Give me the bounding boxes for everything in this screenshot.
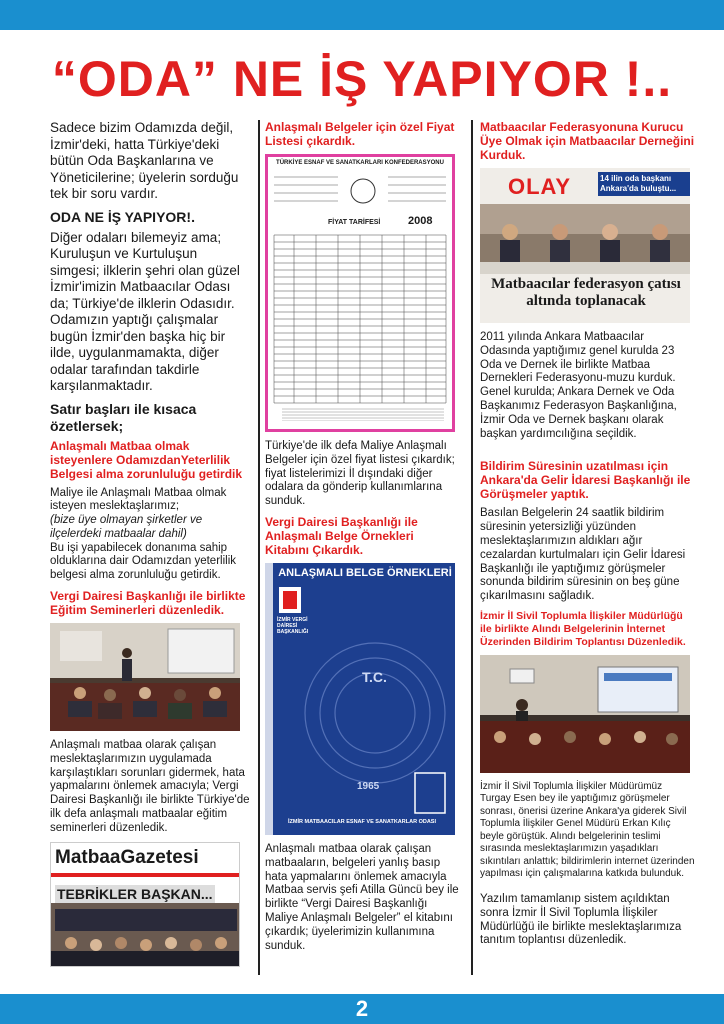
section-title: İzmir İl Sivil Toplumla İlişkiler Müdürlüğü ile birlikte Alındı Belgelerinin İnternet Üzerinden Bildirim Toplantısı Düzenledik. [480, 609, 686, 648]
column-divider [258, 120, 260, 975]
column-middle [265, 120, 460, 959]
book-tc: T.C. [362, 668, 387, 685]
newspaper-box: 14 ilin oda başkanı Ankara'da buluştu... [598, 172, 690, 196]
answer-text: Diğer odaları bilemeyiz ama; Kuruluşun ve Kurtuluşun simgesi; ilklerin şehri olan güzel İzmir'imizin Matbaacılar Odası da; Türkiye'de ilklerin Odasıdır. Odamızın yaptığı çalışmalar bugün İzmir'den başka hiç bir ilde, uygulanmamakta, diğer odalar tarafından takdirle karşılanmaktadır. [50, 229, 240, 393]
newspaper-name: MatbaaGazetesi [55, 846, 199, 868]
section-title: Matbaacılar Federasyonuna Kurucu Üye Olmak için Matbaacılar Derneğini Kurduk. [480, 120, 695, 162]
intro-text: Sadece bizim Odamızda değil, İzmir'deki, hatta Türkiye'deki bütün Oda Başkanlarına ve Yöneticilerine; üyelerin sorduğu tek bir soru vardır. [50, 120, 239, 201]
top-bar [0, 0, 724, 30]
section-text: Bu işi yapabilecek donanıma sahip olduklarına dair Odamızdan yeterlilik belgesi alma zorunluluğu getirdik. [50, 541, 237, 582]
newspaper-clipping [50, 842, 240, 967]
price-list-document [265, 154, 455, 432]
document-header: TÜRKİYE ESNAF VE SANATKARLARI KONFEDERASYONU [276, 160, 444, 166]
seminar-illustration [50, 623, 240, 731]
table-title: FİYAT TARİFESİ [328, 219, 381, 226]
book-bottom-text: İZMİR MATBAACILAR ESNAF VE SANATKARLAR ODASI [288, 818, 436, 825]
table-year: 2008 [408, 215, 433, 227]
book-org: İZMİR VERGİ DAİRESİ BAŞKANLIĞI [277, 616, 309, 635]
section-title: Vergi Dairesi Başkanlığı ile birlikte Eğitim Seminerleri düzenledik. [50, 589, 246, 618]
meeting-room-illustration [480, 655, 690, 773]
olay-newspaper-clipping [480, 168, 690, 323]
price-table-grid [268, 231, 452, 421]
meeting-room-photo [480, 655, 690, 773]
section-text: Maliye ile Anlaşmalı Matbaa olmak isteyen meslektaşlarımız; [50, 486, 227, 513]
newspaper-headline: TEBRİKLER BAŞKAN... [57, 885, 213, 902]
section-text: Anlaşmalı matbaa olarak çalışan meslektaşlarımızın uygulamada karşılaştıkları sorunları gidermek, hata yapmalarını önlemek amacıyla; Vergi Dairesi Başkanlığı ile birlikte Türkiye'de ilk defa anlaşmalı matbaalar eğitim seminerleri düzenledik. [50, 739, 250, 834]
document-form-lines [268, 169, 452, 219]
section-text: Basılan Belgelerin 24 saatlik bildirim süresinin yetersizliği yüzünden meslektaşlarımızın aldıkları ağır cezalardan kurtulmaları için Gelir İdaresi Başkanlığı ile yaptığımız görüşmeler sonunda bildirim süresinin on beş güne çıkarılmasını sağladık. [480, 507, 686, 603]
newspaper-headline: Matbaacılar federasyon çatısı altında toplanacak [491, 276, 681, 309]
newspaper-logo: OLAY [508, 174, 572, 199]
question-heading: ODA NE İŞ YAPIYOR!. [50, 208, 195, 225]
meeting-photo [480, 204, 690, 274]
section-text: Türkiye'de ilk defa Maliye Anlaşmalı Belgeler için özel fiyat listesi çıkardık; fiyat listelerimizi İl dışındaki diğer odalara da gönderip kullanımlarına sunduk. [265, 440, 455, 508]
book-cover [265, 563, 455, 835]
newspaper-photo [51, 903, 240, 967]
section-title: Anlaşmalı Matbaa olmak isteyenlere OdamızdanYeterlilik Belgesi alma zorunluluğu getirdik [50, 438, 243, 481]
column-left [50, 120, 250, 975]
section-text: 2011 yılında Ankara Matbaacılar Odasında yaptığımız genel kurulda 23 Oda ve Dernek ile birlikte Matbaa Dernekleri Federasyonu-muzu kurduk. Genel kurulda; Ankara Dernek ve Oda Başkanımız Federasyon Başkanlığına, İzmir Oda ve Dernek başkanı olarak başkan yardımcılığına seçildik. [480, 331, 677, 440]
column-divider [471, 120, 473, 975]
page-number: 2 [355, 996, 369, 1021]
section-title: Bildirim Süresinin uzatılması için Ankara'da Gelir İdaresi Başkanlığı ile Görüşmeler yaptık. [480, 459, 691, 502]
section-title: Anlaşmalı Belgeler için özel Fiyat Listesi çıkardık. [265, 120, 455, 148]
summary-heading: Satır başları ile kısaca özetlersek; [50, 400, 197, 434]
section-note: (bize üye olmayan şirketler ve ilçelerdeki matbaalar dahil) [50, 514, 203, 540]
column-right [480, 120, 695, 954]
book-title: ANLAŞMALI BELGE ÖRNEKLERİ [278, 566, 452, 579]
newspaper-rule [51, 873, 240, 877]
book-year: 1965 [357, 780, 380, 792]
section-title: Vergi Dairesi Başkanlığı ile Anlaşmalı Belge Örnekleri Kitabını Çıkardık. [265, 514, 418, 557]
book-cover-art [265, 563, 455, 835]
page-title: “ODA” NE İŞ YAPIYOR !.. [51, 51, 673, 107]
section-text: Yazılım tamamlanıp sistem açıldıktan sonra İzmir İl Sivil Toplumla İlişkiler Müdürlüğü ile birlikte meslektaşlarımıza tanıtım toplantısı düzenledik. [480, 892, 682, 947]
seminar-photo [50, 623, 240, 731]
section-text: Anlaşmalı matbaa olarak çalışan matbaaların, belgeleri yanlış basıp hata yapmalarını önlemek amacıyla Matbaa servis şefi Atilla Güncü bey ile birlikte “Vergi Dairesi Başkanlığı Maliye Anlaşmalı Belgeler” el kitabını çıkardık; üyelerimizin kullanımına sunduk. [265, 842, 459, 952]
section-text: İzmir İl Sivil Toplumla İlişkiler Müdürümüz Turgay Esen bey ile yaptığımız görüşmeler sonrası, önerisi üzerine Ankara'ya giderek Sivil Toplumla İlişkiler Genel Müdürü Erkan Kılıç beyle görüştük. Alındı belgelerinin teslimi sırasında meslektaşlarımızın yaşadıkları sıkıntıları anlattık; bildirimlerin internet üzerinden yapılması için çalışmalarına katkıda bulunduk. [480, 780, 695, 880]
